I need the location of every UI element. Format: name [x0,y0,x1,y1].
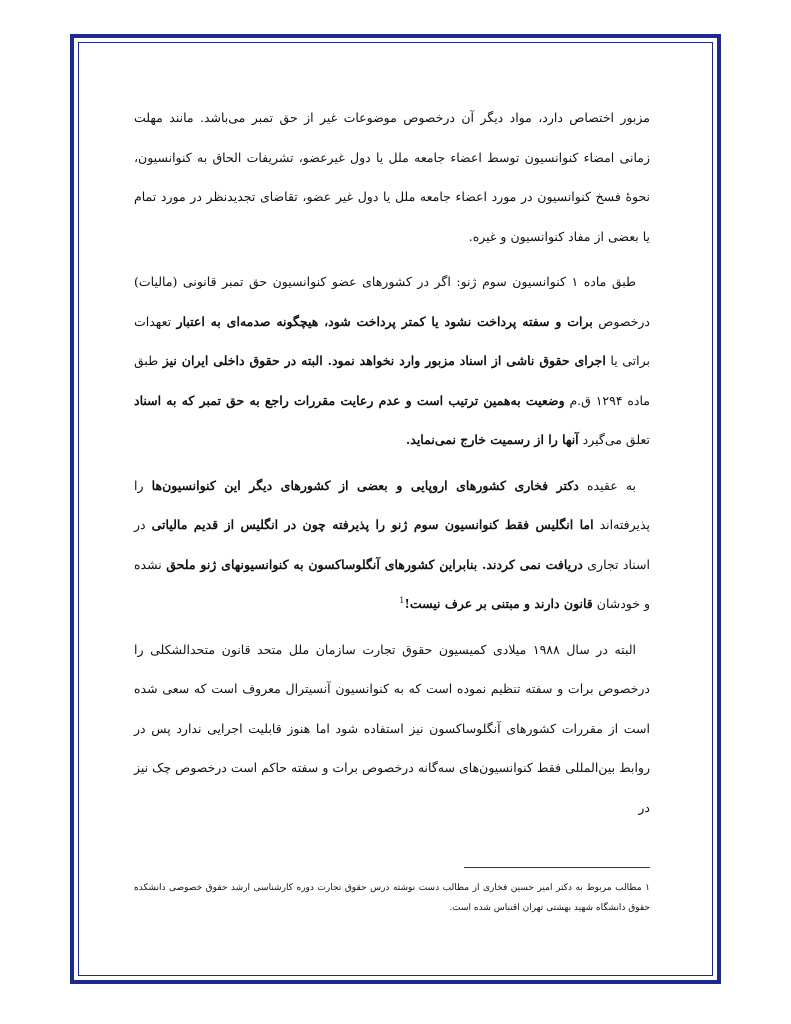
bold-text-segment: ! [404,596,410,611]
paragraph-p1 [134,98,650,256]
footnote-reference: 1 [399,595,405,605]
paragraph-p4 [134,630,650,828]
footnote-separator [464,867,650,868]
text-segment: را پذیرفته‌اند [134,477,651,532]
bold-text-segment: دکتر فخاری کشورهای اروپایی و بعضی از کشورهای دیگر این کنوانسیون‌ها [151,477,579,493]
text-segment: در اسناد تجاری [134,517,650,572]
paragraph-p3 [134,466,650,624]
text-segment: نشده و خودشان [134,556,650,611]
text-segment: مزبور اختصاص دارد، مواد دیگر آن درخصوص موضوعات غیر از حق تمبر می‌باشد. مانند مهلت زمانی امضاء کنوانسیون توسط اعضاء جامعه ملل یا دول غیرعضو، تشریفات الحاق به کنوانسیون، نحوهٔ فسخ کنوانسیون در مورد اعضاء جامعه ملل یا دول غیر عضو، تقاضای تجدیدنظر در مورد تمام یا بعضی از مفاد کنوانسیون و غیره. [134,110,650,244]
bold-text-segment: وضعیت به‌همین ترتیب است و عدم رعایت مقررات راجع به حق تمبر که به اسناد [134,392,565,408]
text-segment: البته در سال ۱۹۸۸ میلادی کمیسیون حقوق تجارت سازمان ملل متحد قانون متحدالشکلی را درخصوص برات و سفته تنظیم نموده است که به کنوانسیون آنسیترال معروف است که سعی شده است از مقررات کشورهای آنگلوساکسون نیز استفاده شود اما هنوز قابلیت اجرایی ندارد پس در روابط بین‌المللی فقط کنوانسیون‌های سه‌گانه درخصوص برات و سفته حاکم است درخصوص چک نیز در [134,641,650,815]
paragraph-p2 [134,262,650,460]
bold-text-segment: قانون دارند و مبتنی بر عرف نیست [409,596,593,611]
text-segment: طبق ماده ۱۲۹۴ ق.م [134,353,650,408]
text-segment: طبق ماده ۱ کنوانسیون سوم ژنو: اگر در کشورهای عضو کنوانسیون حق تمبر قانونی (مالیات) درخصوص [134,274,650,329]
bold-text-segment: دریافت نمی کردند. بنابراین کشورهای آنگلوساکسون به کنوانسیونهای ژنو ملحق [166,556,583,572]
text-segment: تعلق می‌گیرد [578,432,650,447]
bold-text-segment: اما انگلیس فقط کنوانسیون سوم ژنو را پذیرفته چون در انگلیس از قدیم مالیاتی [151,517,594,532]
bold-text-segment: برات و سفته پرداخت نشود یا کمتر پرداخت شود، هیچگونه صدمه‌ای به اعتبار [176,313,593,329]
bold-text-segment: آنها را از رسمیت خارج نمی‌نماید. [405,432,579,447]
bold-text-segment: اجرای حقوق ناشی از اسناد مزبور وارد نخواهد نمود. البته در حقوق داخلی ایران نیز [162,353,606,368]
text-segment: به عقیده [578,477,637,493]
footnote: ۱ مطالب مربوط به دکتر امیر حسین فخاری از مطالب دست نوشته درس حقوق تجارت دوره کارشناسی ارشد حقوق خصوصی دانشکده حقوق دانشگاه شهید بهشتی تهران اقتباس شده است. [134,883,650,913]
text-segment: تعهدات براتی یا [134,313,650,368]
document-body [134,98,650,833]
